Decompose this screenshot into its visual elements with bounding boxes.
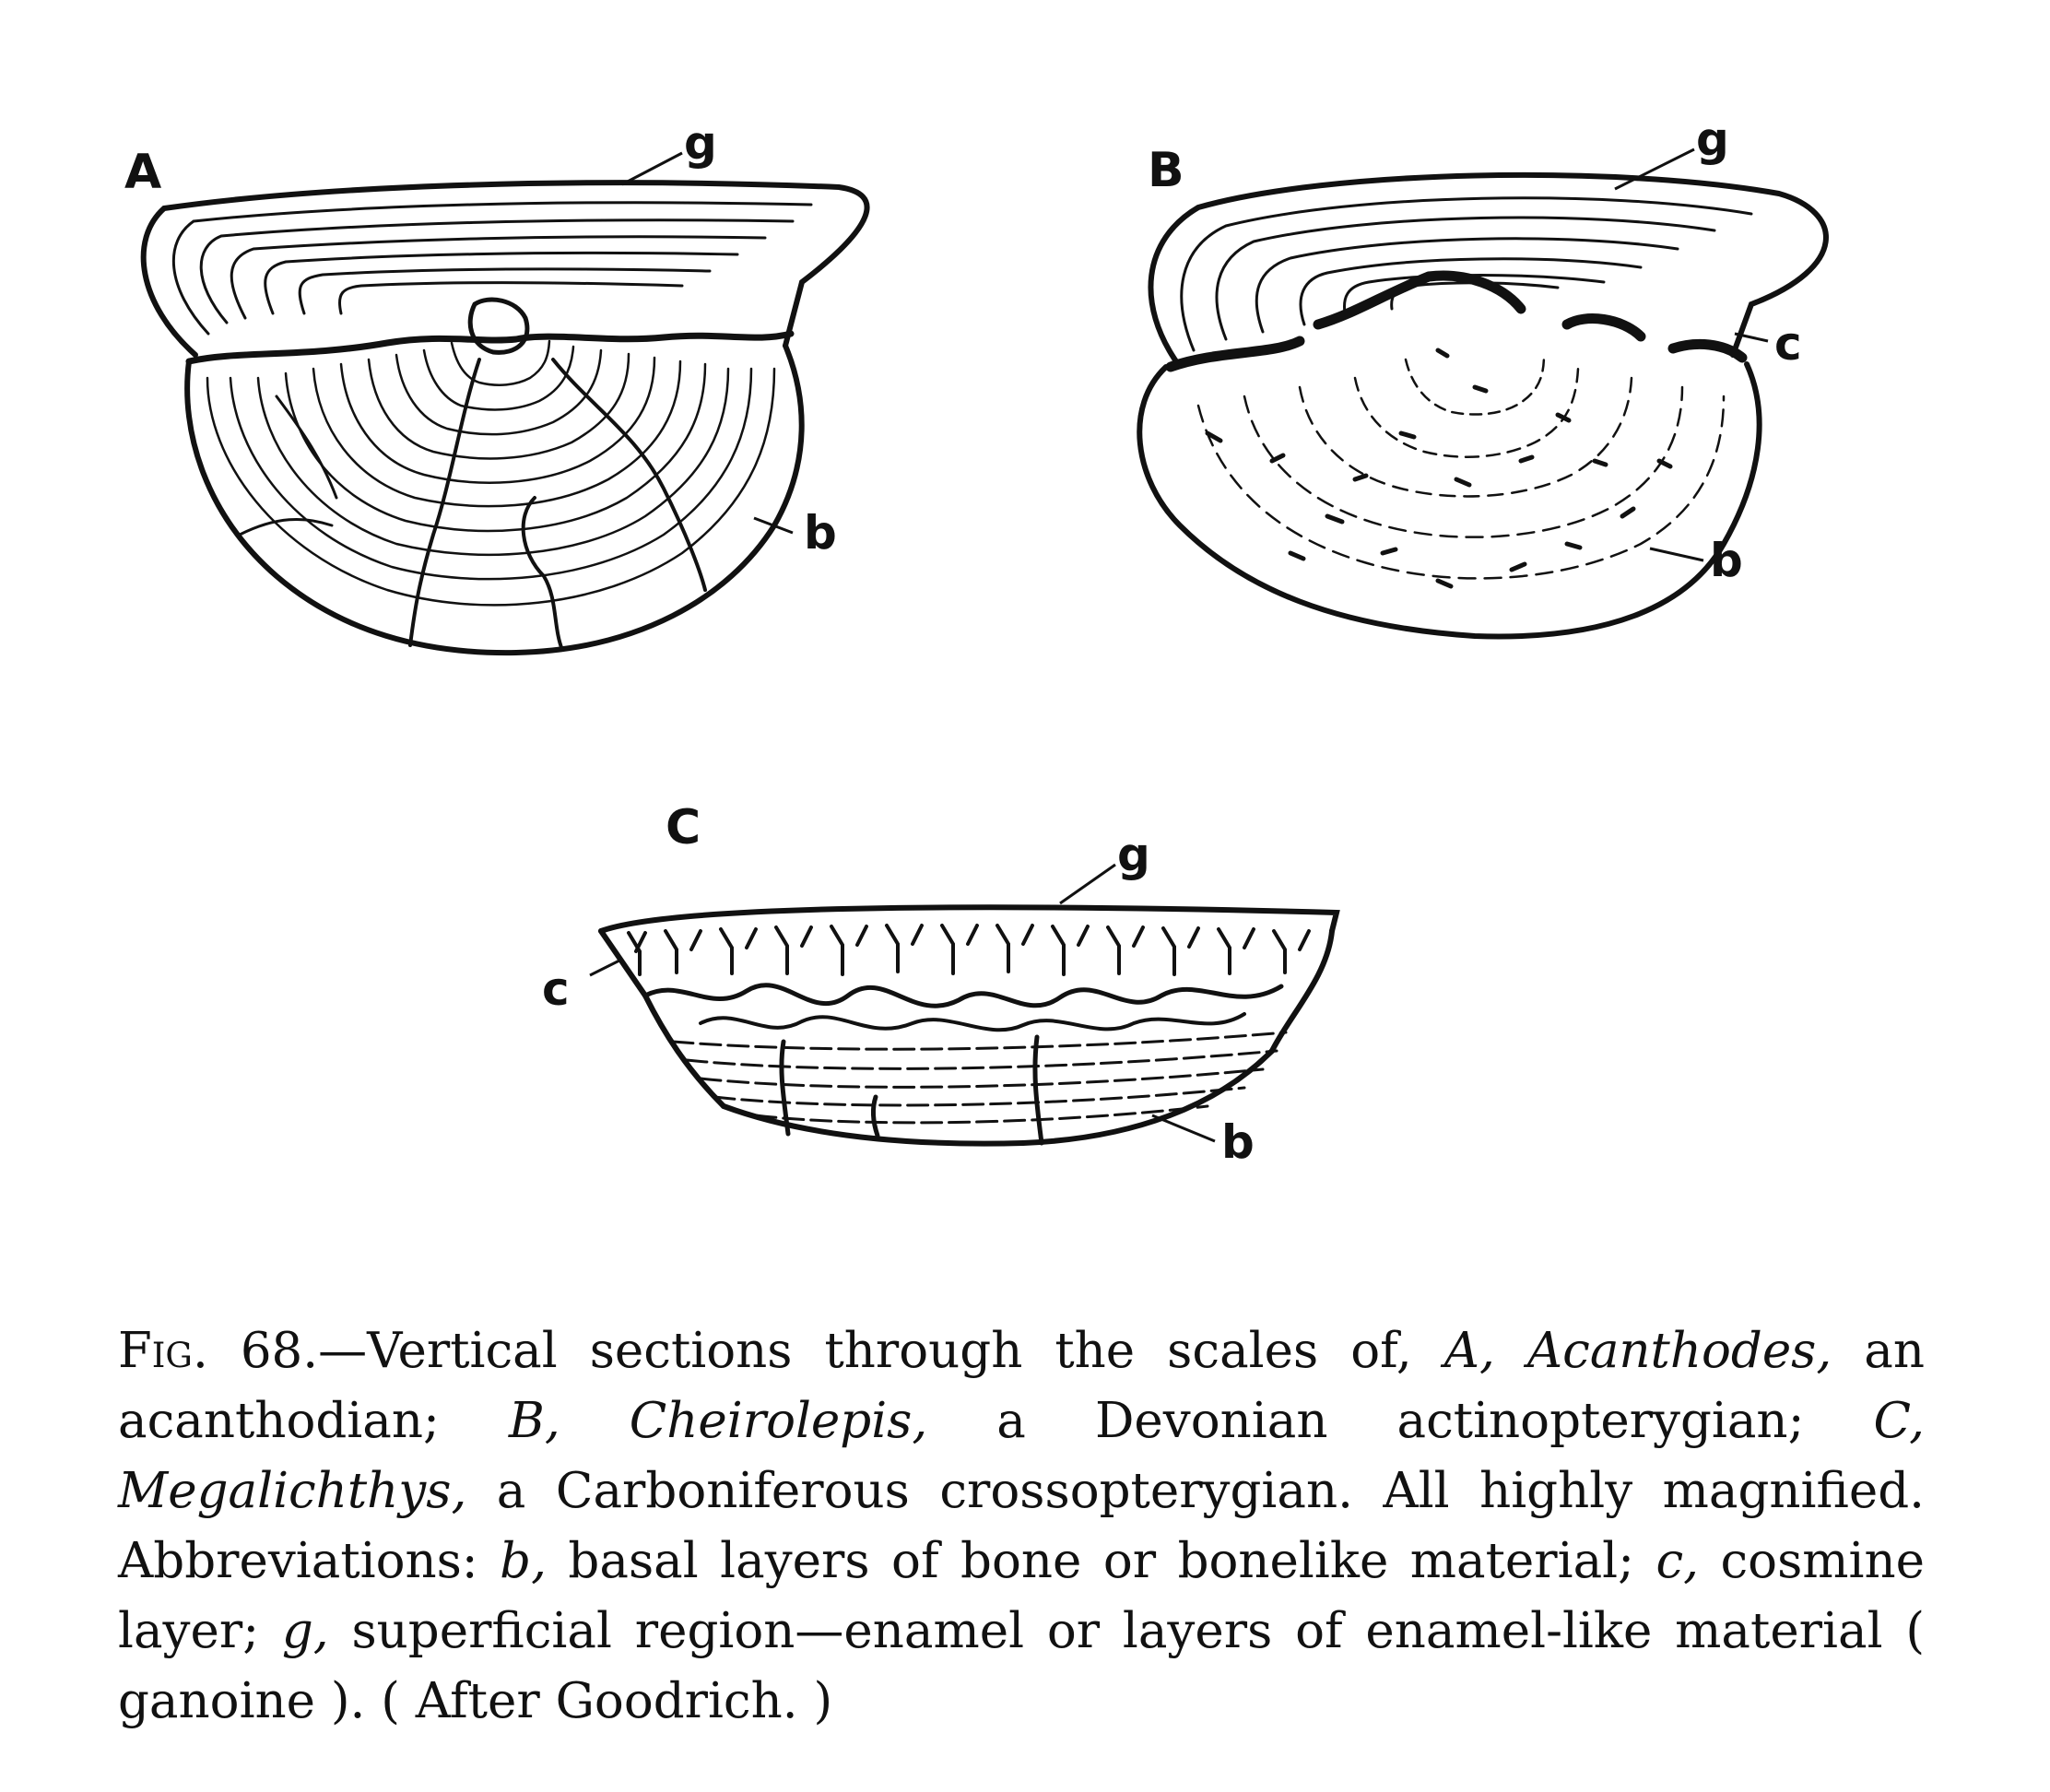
figure-caption xyxy=(118,1316,1925,1737)
caption-abbr-c-description: cosmine layer; xyxy=(118,1533,1925,1659)
panel-c-letter: C xyxy=(666,800,701,855)
panel-c-scale-drawing xyxy=(601,907,1337,1143)
caption-b-description: a Devonian actinopterygian; xyxy=(927,1393,1874,1449)
panel-c-label-c: c xyxy=(542,962,570,1016)
caption-abbr-g-description: superficial region—enamel or layers of enamel-like material ( ganoine ). ( After Goodrich. ) xyxy=(118,1603,1925,1729)
panel-c-label-b: b xyxy=(1221,1115,1255,1169)
caption-abbr-b-description: basal layers of bone or bonelike material; xyxy=(546,1533,1656,1589)
caption-b-taxon: Cheirolepis, xyxy=(629,1393,928,1449)
caption-a-taxon: Acanthodes, xyxy=(1526,1323,1832,1379)
panel-a-leader-lines xyxy=(622,153,793,533)
caption-b-letter: B, xyxy=(508,1393,630,1449)
panel-b xyxy=(1139,112,1826,636)
panel-b-letter: B xyxy=(1148,143,1184,198)
panel-a-label-g: g xyxy=(684,116,717,170)
caption-c-taxon: Megalichthys, xyxy=(118,1463,467,1519)
panel-c-label-g: g xyxy=(1117,828,1150,881)
panel-c xyxy=(542,800,1337,1169)
panel-c-pore-canals xyxy=(629,925,1309,974)
caption-c-letter: C, xyxy=(1873,1393,1925,1449)
caption-abbr-b: b, xyxy=(500,1533,547,1589)
caption-figure-label: Fig. 68. xyxy=(118,1323,319,1379)
panel-b-label-g: g xyxy=(1696,112,1729,166)
panel-a-label-b: b xyxy=(804,506,837,560)
panel-b-label-b: b xyxy=(1710,534,1743,587)
panel-b-label-c: c xyxy=(1774,317,1802,371)
caption-c-description: a Carboniferous crossopterygian. All highly magnified. Abbreviations: xyxy=(118,1463,1925,1589)
panel-a xyxy=(124,116,867,653)
panel-a-letter: A xyxy=(124,145,162,200)
caption-dash: — xyxy=(318,1323,368,1379)
caption-abbr-g: g, xyxy=(281,1603,329,1659)
caption-intro: Vertical sections through the scales of, xyxy=(367,1323,1444,1379)
panel-c-basal-layers xyxy=(673,1032,1286,1123)
caption-a-letter: A, xyxy=(1443,1323,1527,1379)
caption-a-description: an acanthodian; xyxy=(118,1323,1925,1449)
caption-abbr-c: c, xyxy=(1655,1533,1700,1589)
panel-a-scale-drawing xyxy=(144,183,867,653)
